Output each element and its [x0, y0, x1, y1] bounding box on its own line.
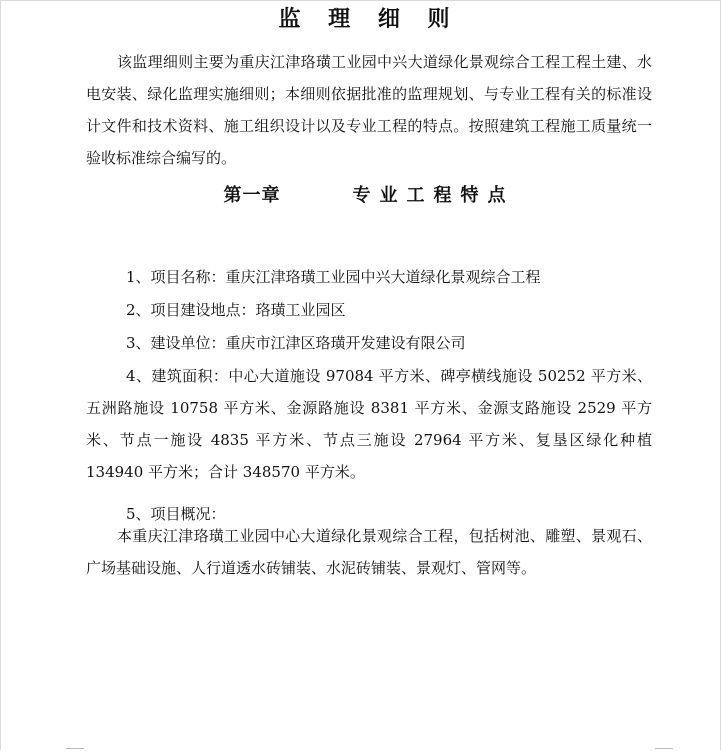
chapter-number: 第一章 — [223, 185, 281, 206]
item-owner: 3、建设单位：重庆市江津区珞璜开发建设有限公司 — [126, 334, 466, 352]
chapter-name: 专业工程特点 — [352, 185, 515, 206]
item-overview-heading: 5、项目概况： — [126, 505, 226, 523]
item-location: 2、项目建设地点：珞璜工业园区 — [126, 301, 346, 319]
item-area: 4、建筑面积：中心大道施设 97084 平方米、碑亭横线施设 50252 平方米、五洲路施设 10758 平方米、金源路施设 8381 平方米、金源支路施设 2529 平方米、节点一施设 4835 平方米、节点三施设 27964 平方米、复垦区绿化种植 134940 平方米；合计 348570 平方米。 — [86, 367, 652, 481]
page-corner-mark-right — [655, 748, 673, 749]
intro-paragraph: 该监理细则主要为重庆江津珞璜工业园中兴大道绿化景观综合工程工程土建、水电安装、绿化监理实施细则；本细则依据批准的监理规划、与专业工程有关的标准设计文件和技术资料、施工组织设计以及专业工程的特点。按照建筑工程施工质量统一验收标准综合编写的。 — [86, 53, 652, 167]
document-title: 监 理 细 则 — [278, 6, 460, 32]
item-project-name: 1、项目名称：重庆江津珞璜工业园中兴大道绿化景观综合工程 — [126, 268, 541, 286]
chapter-heading — [86, 182, 652, 210]
page-corner-mark-left — [66, 748, 84, 749]
item-overview-body: 本重庆江津珞璜工业园中心大道绿化景观综合工程，包括树池、雕塑、景观石、广场基础设施、人行道透水砖铺装、水泥砖铺装、景观灯、管网等。 — [86, 527, 652, 577]
